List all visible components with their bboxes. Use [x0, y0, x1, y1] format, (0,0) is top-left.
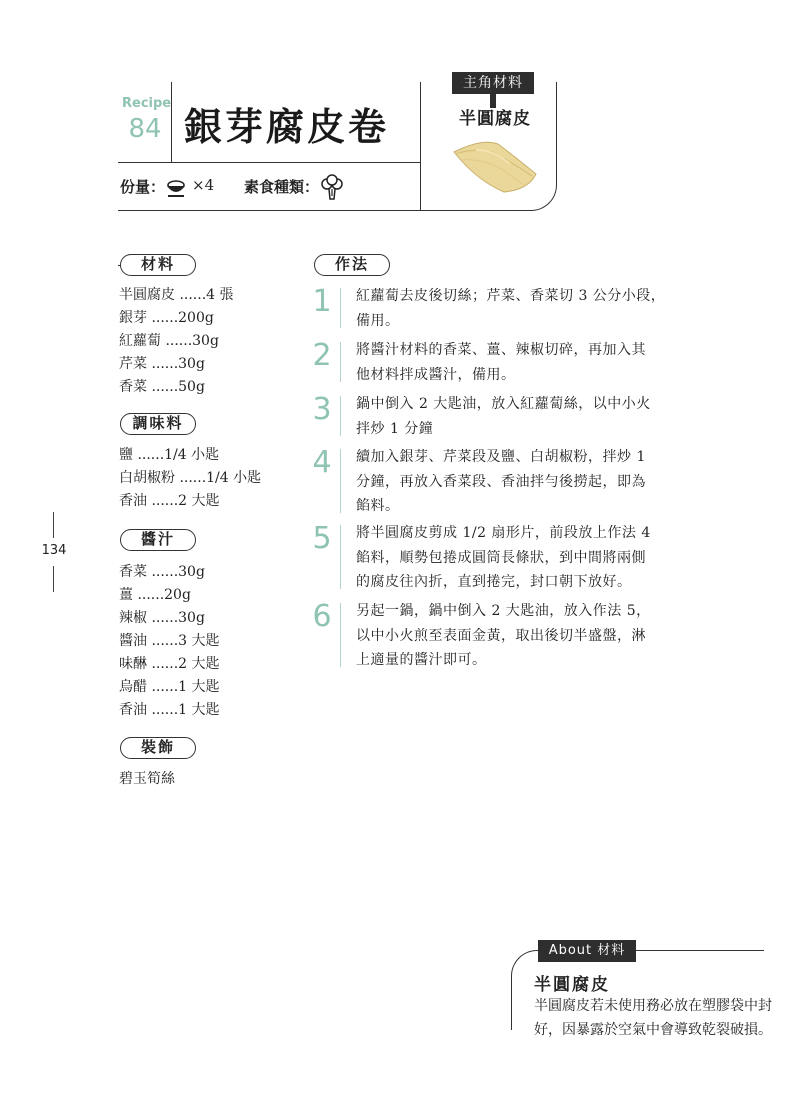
step-text: [356, 284, 674, 333]
garnish-list: [119, 768, 175, 791]
list-item: 薑 ......20g: [119, 587, 191, 603]
sauce-heading: 醬汁: [120, 529, 196, 551]
ingredients-list: [119, 284, 234, 399]
step-number: 4: [312, 445, 332, 480]
step-text: [356, 521, 674, 595]
step-number: 5: [312, 521, 332, 556]
category-label: 素食種類：: [244, 178, 320, 196]
step-divider: [340, 449, 341, 513]
about-line: 好，因暴露於空氣中會導致乾裂破損。: [534, 1022, 772, 1038]
step-text: [356, 445, 674, 519]
recipe-number: 84: [128, 114, 162, 144]
list-item: 銀芽 ......200g: [119, 310, 214, 326]
main-ingredient-name: 半圓腐皮: [459, 109, 531, 129]
page-title: 銀芽腐皮卷: [184, 104, 390, 149]
list-item: 半圓腐皮 ......4 張: [119, 287, 234, 303]
about-rule: [636, 950, 764, 951]
list-item: 白胡椒粉 ......1/4 小匙: [119, 470, 262, 486]
step-line: 另起一鍋，鍋中倒入 2 大匙油，放入作法 5，: [356, 603, 651, 619]
step-line: 續加入銀芽、芹菜段及鹽、白胡椒粉，拌炒 1: [356, 449, 646, 465]
page-number-rule: [53, 512, 54, 538]
seasoning-list: [119, 444, 261, 513]
step-number: 2: [312, 338, 332, 373]
about-tag: About 材料: [538, 940, 636, 962]
recipe-label: Recipe: [122, 96, 172, 111]
list-item: 碧玉筍絲: [119, 771, 175, 787]
step-line: 備用。: [356, 312, 400, 329]
list-item: 味醂 ......2 大匙: [119, 656, 220, 672]
step-number: 3: [312, 392, 332, 427]
list-item: 紅蘿蔔 ......30g: [119, 333, 219, 349]
step-line: 的腐皮往內折，直到捲完，封口朝下放好。: [356, 574, 632, 590]
step-line: 餡料，順勢包捲成圓筒長條狀，到中間將兩側: [356, 549, 646, 566]
about-text: [534, 994, 774, 1042]
step-divider: [340, 396, 341, 436]
step-line: 分鐘，再放入香菜段、香油拌勻後撈起，即為: [356, 473, 646, 490]
header-divider: [171, 82, 172, 162]
list-item: 香油 ......2 大匙: [119, 493, 220, 509]
list-item: 烏醋 ......1 大匙: [119, 679, 220, 695]
method-heading: 作法: [314, 254, 390, 276]
servings-value: ×4: [192, 176, 215, 194]
header-divider: [118, 162, 420, 163]
list-item: 香油 ......1 大匙: [119, 702, 220, 718]
step-line: 紅蘿蔔去皮後切絲；芹菜、香菜切 3 公分小段，: [356, 288, 666, 304]
sauce-list: [119, 561, 220, 722]
page-number-rule: [53, 566, 54, 592]
list-item: 香菜 ......30g: [119, 564, 205, 580]
seasoning-heading: 調味料: [120, 413, 196, 435]
main-ingredient-tag: 主角材料: [452, 72, 534, 94]
step-number: 6: [312, 599, 332, 634]
page-number: 134: [41, 543, 67, 558]
ingredients-heading: 材料: [120, 254, 196, 276]
step-text: [356, 392, 674, 441]
step-line: 他材料拌成醬汁，備用。: [356, 366, 516, 383]
about-line: 半圓腐皮若未使用務必放在塑膠袋中封: [534, 998, 772, 1014]
broccoli-icon: [318, 174, 346, 202]
step-divider: [340, 603, 341, 667]
step-text: [356, 338, 674, 387]
list-item: 辣椒 ......30g: [119, 610, 205, 626]
about-title: 半圓腐皮: [534, 975, 610, 995]
tofu-skin-image: [442, 128, 542, 198]
step-line: 餡料。: [356, 498, 400, 514]
rice-bowl-icon: [164, 176, 188, 200]
step-divider: [340, 288, 341, 328]
step-line: 鍋中倒入 2 大匙油，放入紅蘿蔔絲，以中小火: [356, 396, 651, 412]
list-item: 香菜 ......50g: [119, 379, 205, 395]
list-item: 鹽 ......1/4 小匙: [119, 447, 220, 463]
list-item: 芹菜 ......30g: [119, 356, 205, 372]
step-divider: [340, 342, 341, 382]
step-line: 將醬汁材料的香菜、薑、辣椒切碎，再加入其: [356, 342, 646, 358]
step-line: 以中小火煎至表面金黃，取出後切半盛盤，淋: [356, 627, 646, 644]
step-divider: [340, 525, 341, 589]
step-number: 1: [312, 284, 332, 319]
list-item: 醬油 ......3 大匙: [119, 633, 220, 649]
garnish-heading: 裝飾: [120, 737, 196, 759]
step-text: [356, 599, 674, 673]
header-divider: [420, 82, 421, 210]
step-line: 將半圓腐皮剪成 1/2 扇形片，前段放上作法 4: [356, 525, 651, 541]
step-line: 拌炒 1 分鐘: [356, 420, 434, 437]
servings-label: 份量：: [120, 178, 166, 196]
step-line: 上適量的醬汁即可。: [356, 652, 487, 668]
